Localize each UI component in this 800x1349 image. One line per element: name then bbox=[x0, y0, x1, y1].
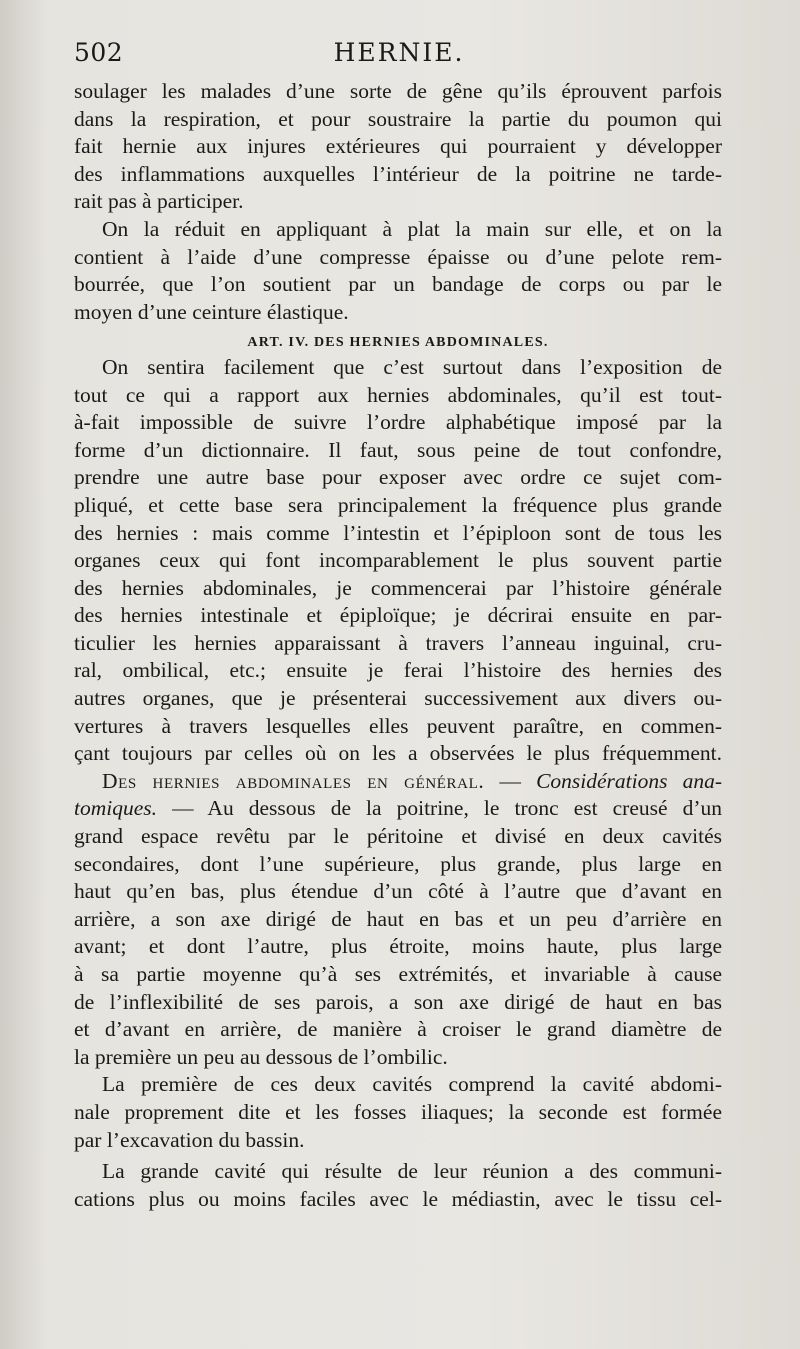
text-line: dans la respiration, et pour soustraire la partie du poumon qui bbox=[74, 106, 722, 131]
text-line: vertures à travers lesquelles elles peuvent paraître, en commen- bbox=[74, 713, 722, 738]
text-line: moyen d’une ceinture élastique. bbox=[74, 299, 349, 324]
text-line: On sentira facilement que c’est surtout dans l’exposition de bbox=[102, 354, 722, 379]
text-line: prendre une autre base pour exposer avec ordre ce sujet com- bbox=[74, 465, 722, 490]
em-dash: — bbox=[484, 768, 537, 793]
text-line: La grande cavité qui résulte de leur réunion a des communi- bbox=[102, 1159, 722, 1184]
page-header bbox=[74, 36, 724, 72]
text-line: des hernies : mais comme l’intestin et l’épiploon sont de tous les bbox=[74, 520, 722, 545]
subsection-subtitle-end: tomiques. bbox=[74, 796, 158, 821]
text-line: bourrée, que l’on soutient par un bandage de corps ou par le bbox=[74, 272, 722, 297]
text-line: organes ceux qui font incomparablement le plus souvent partie bbox=[74, 548, 722, 573]
page-number: 502 bbox=[74, 38, 124, 67]
text-line: la première un peu au dessous de l’ombilic. bbox=[74, 1044, 448, 1069]
text-line: nale proprement dite et les fosses iliaques; la seconde est formée bbox=[74, 1099, 722, 1124]
paragraph-1 bbox=[74, 78, 722, 216]
text-line: secondaires, dont l’une supérieure, plus grande, plus large en bbox=[74, 851, 722, 876]
text-line: cations plus ou moins faciles avec le médiastin, avec le tissu cel- bbox=[74, 1186, 722, 1211]
text-line: fait hernie aux injures extérieures qui pourraient y développer bbox=[74, 134, 722, 159]
text-line: pliqué, et cette base sera principalement la fréquence plus grande bbox=[74, 492, 722, 517]
subsection-title: Des hernies abdominales en général. bbox=[102, 768, 485, 793]
body-text bbox=[74, 78, 722, 1213]
text-line: On la réduit en appliquant à plat la main sur elle, et on la bbox=[102, 216, 722, 241]
text-line: des hernies intestinale et épiploïque; je décrirai ensuite en par- bbox=[74, 603, 722, 628]
paragraph-4 bbox=[74, 768, 722, 1072]
text-line: et d’avant en arrière, de manière à croiser le grand diamètre de bbox=[74, 1017, 722, 1042]
text-line: de l’inflexibilité de ses parois, a son axe dirigé de haut en bas bbox=[74, 989, 722, 1014]
paragraph-3 bbox=[74, 354, 722, 768]
text-line: tout ce qui a rapport aux hernies abdominales, qu’il est tout- bbox=[74, 382, 722, 407]
text-line: soulager les malades d’une sorte de gêne qu’ils éprouvent parfois bbox=[74, 79, 722, 103]
running-head: HERNIE. bbox=[333, 38, 465, 67]
text-line: des inflammations auxquelles l’intérieur de la poitrine ne tarde- bbox=[74, 161, 722, 186]
text-line: arrière, a son axe dirigé de haut en bas et un peu d’arrière en bbox=[74, 906, 722, 931]
text-line: des hernies abdominales, je commencerai par l’histoire générale bbox=[74, 575, 722, 600]
text-line: rait pas à participer. bbox=[74, 189, 244, 214]
text-line bbox=[74, 795, 722, 823]
subsection-subtitle: Considérations ana- bbox=[536, 768, 722, 793]
text-line: çant toujours par celles où on les a observées le plus fréquemment. bbox=[74, 741, 722, 766]
text-line: ticulier les hernies apparaissant à travers l’anneau inguinal, cru- bbox=[74, 630, 722, 655]
text-line: à sa partie moyenne qu’à ses extrémités, et invariable à cause bbox=[74, 962, 722, 986]
paragraph-6 bbox=[74, 1158, 722, 1213]
text-run: — Au dessous de la poitrine, le tronc est creusé d’un bbox=[157, 796, 722, 821]
text-line: forme d’un dictionnaire. Il faut, sous peine de tout confondre, bbox=[74, 437, 722, 462]
text-line: avant; et dont l’autre, plus étroite, moins haute, plus large bbox=[74, 934, 722, 959]
paragraph-2 bbox=[74, 216, 722, 326]
text-line: grand espace revêtu par le péritoine et divisé en deux cavités bbox=[74, 824, 722, 849]
text-line: par l’excavation du bassin. bbox=[74, 1127, 305, 1152]
text-line bbox=[74, 768, 722, 796]
text-line: contient à l’aide d’une compresse épaisse ou d’une pelote rem- bbox=[74, 244, 722, 269]
text-line: ral, ombilical, etc.; ensuite je ferai l’histoire des hernies des bbox=[74, 658, 722, 683]
section-heading: ART. IV. DES HERNIES ABDOMINALES. bbox=[247, 335, 549, 351]
text-line: à-fait impossible de suivre l’ordre alphabétique imposé par la bbox=[74, 410, 722, 435]
paragraph-5 bbox=[74, 1071, 722, 1154]
text-line: La première de ces deux cavités comprend la cavité abdomi- bbox=[102, 1072, 722, 1097]
text-line: autres organes, que je présenterai successivement aux divers ou- bbox=[74, 686, 722, 711]
text-line: haut qu’en bas, plus étendue d’un côté à l’autre que d’avant en bbox=[74, 879, 722, 904]
